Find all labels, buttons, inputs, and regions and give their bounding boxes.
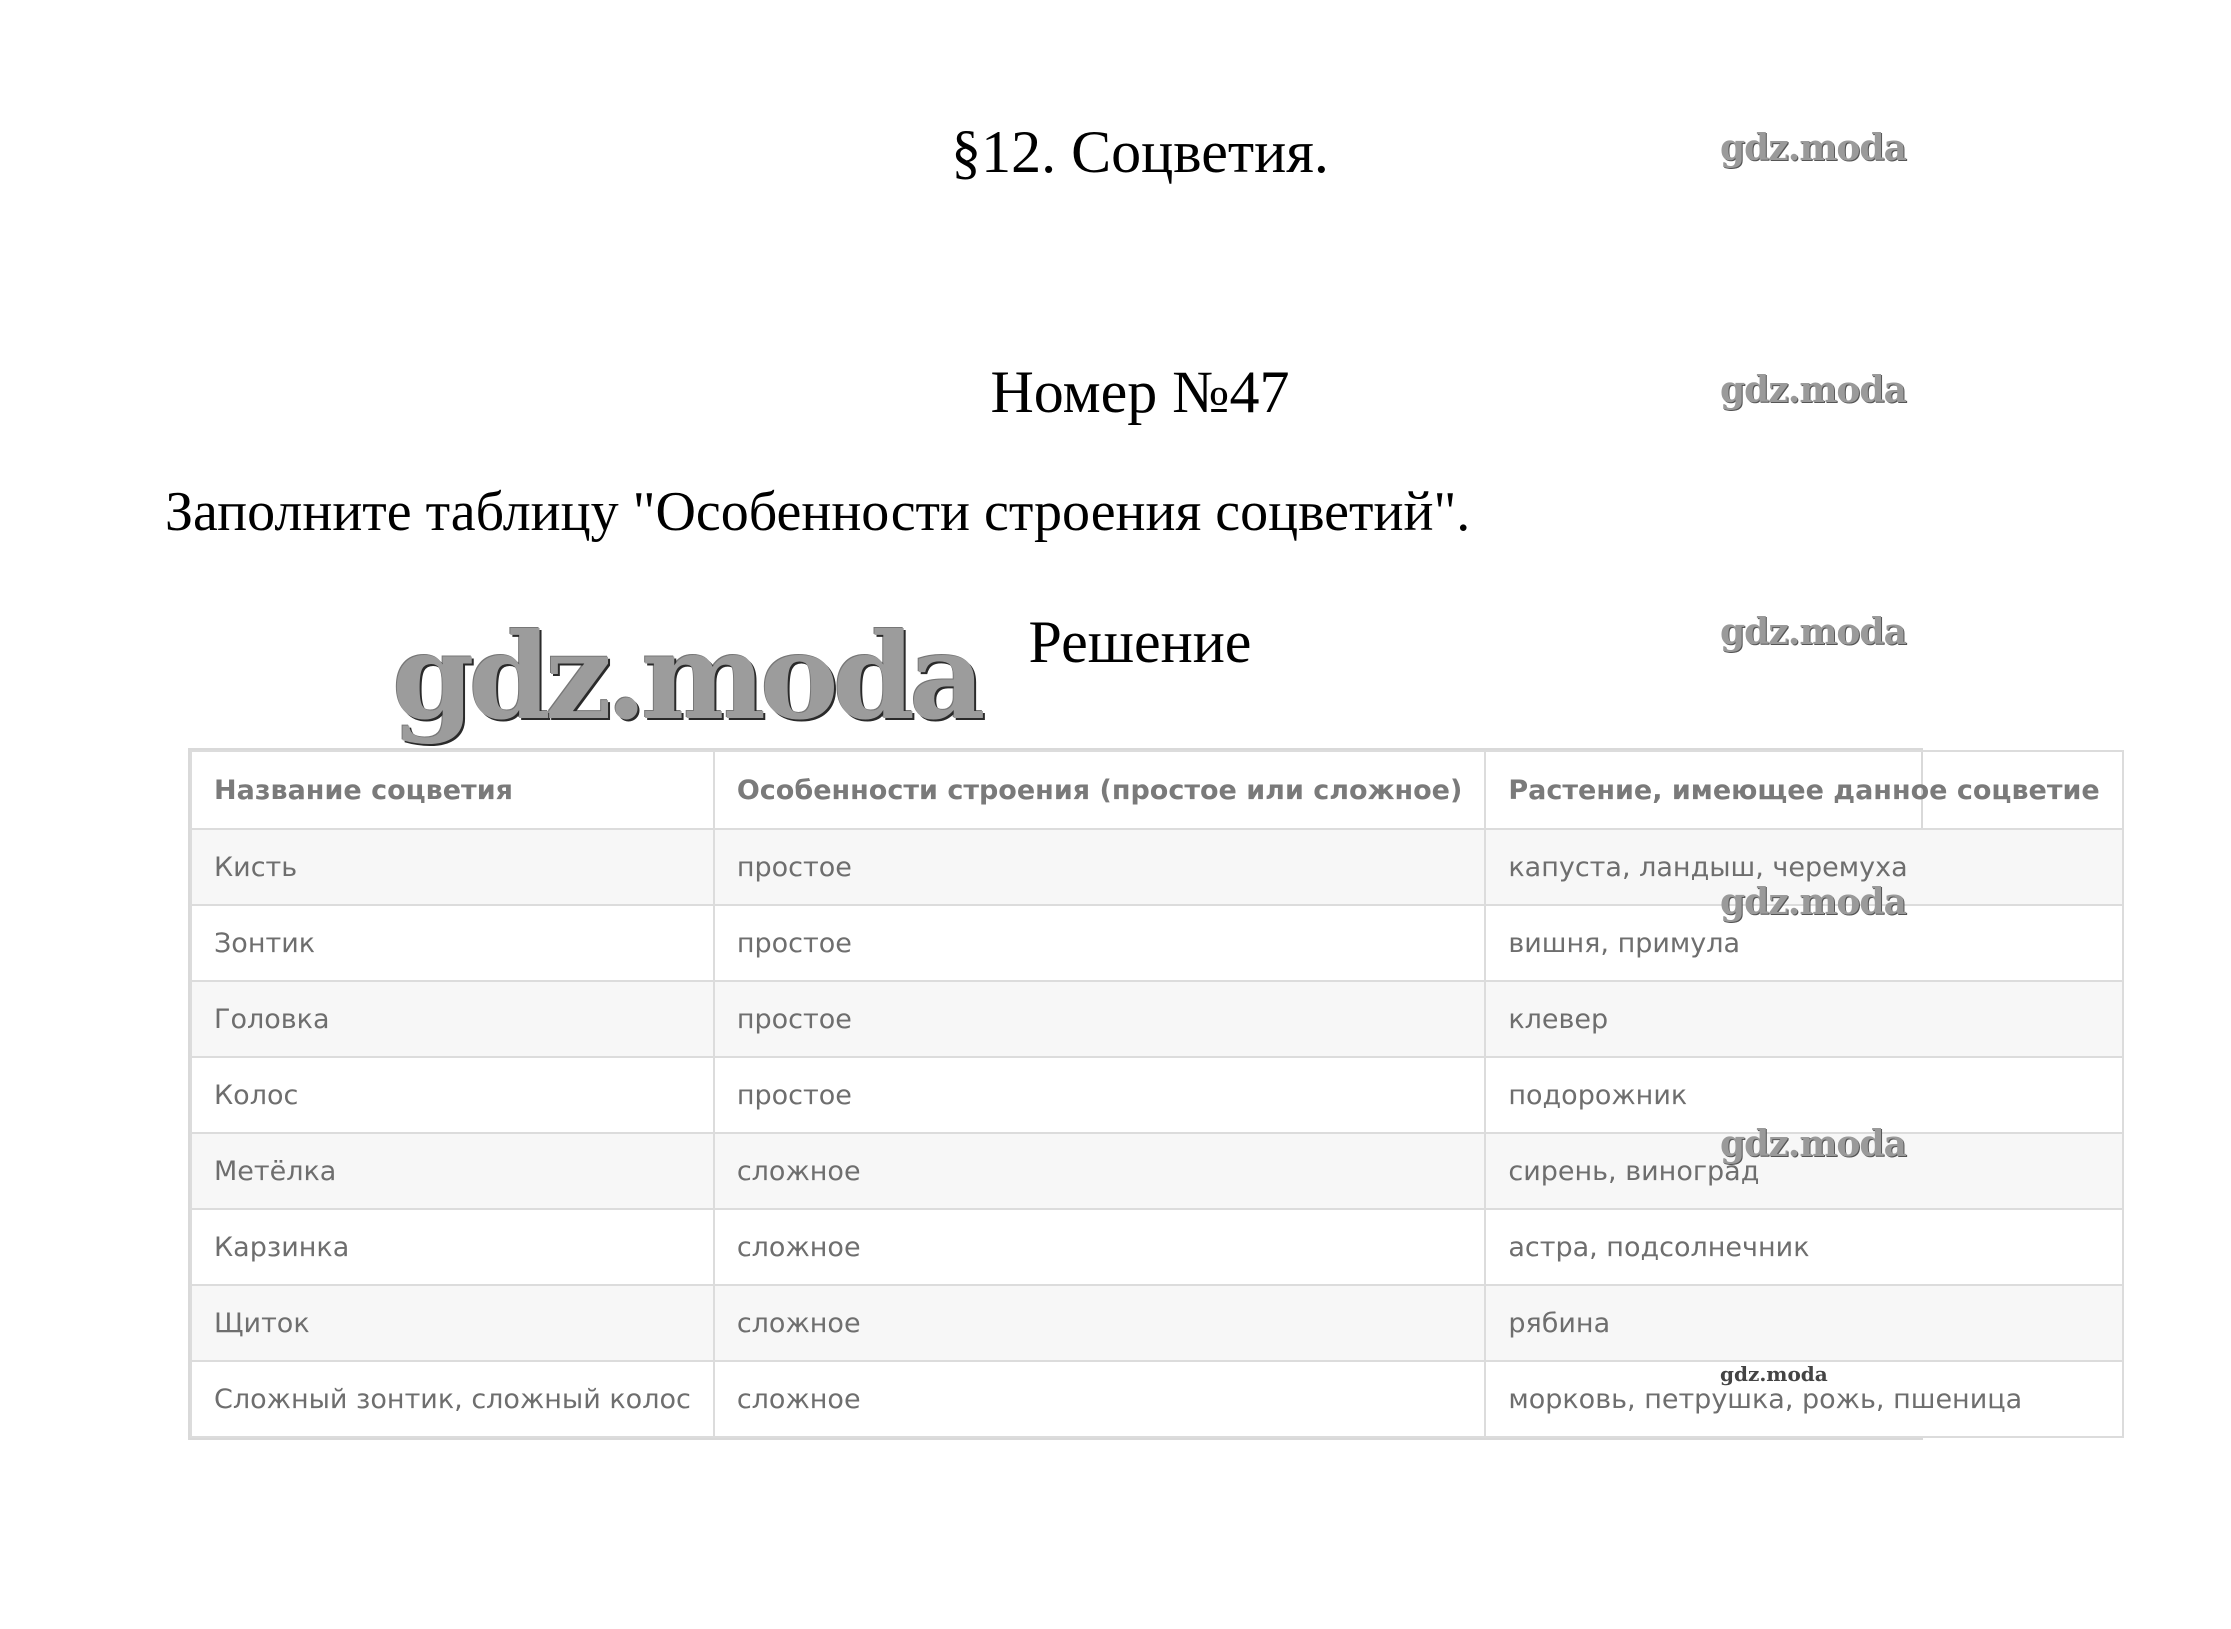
table-row [191,1361,2123,1437]
header-cell: Особенности строения (простое или сложное) [714,751,1486,829]
task-text: Заполните таблицу "Особенности строения соцветий". [165,481,1471,543]
table-cell: морковь, петрушка, рожь, пшеница [1485,1361,2122,1437]
table-cell: Щиток [191,1285,714,1361]
watermark: gdz.moda [1720,611,1906,653]
table-cell: астра, подсолнечник [1485,1209,2122,1285]
table-cell: простое [714,981,1486,1057]
inflorescence-table [188,748,2100,1440]
watermark-small: gdz.moda [1720,1362,1828,1386]
table-cell: сложное [714,1209,1486,1285]
watermark-large: gdz.moda [392,607,980,746]
table-cell: Метёлка [191,1133,714,1209]
table-cell: Карзинка [191,1209,714,1285]
table-cell: Головка [191,981,714,1057]
table-cell: Колос [191,1057,714,1133]
table-row [191,1209,2123,1285]
table-cell: сложное [714,1361,1486,1437]
table-cell: сирень, виноград [1485,1133,2122,1209]
table-cell: подорожник [1485,1057,2122,1133]
table-cell: рябина [1485,1285,2122,1361]
table-cell: клевер [1485,981,2122,1057]
watermark: gdz.moda [1720,881,1906,923]
table-row [191,1285,2123,1361]
watermark: gdz.moda [1720,369,1906,411]
table-cell: вишня, примула [1485,905,2122,981]
table-cell: капуста, ландыш, черемуха [1485,829,2122,905]
table-row [191,1057,2123,1133]
header-cell: Название соцветия [191,751,714,829]
table-cell: сложное [714,1285,1486,1361]
table-cell: Кисть [191,829,714,905]
header-cell: Растение, имеющее данное соцветие [1485,751,2122,829]
problem-number: Номер №47 [990,359,1290,425]
table-cell: простое [714,1057,1486,1133]
solution-label: Решение [1028,609,1252,675]
watermark: gdz.moda [1720,1123,1906,1165]
section-title: §12. Соцветия. [951,119,1329,185]
table-row [191,981,2123,1057]
table-cell: простое [714,829,1486,905]
table-cell: простое [714,905,1486,981]
table-cell: Сложный зонтик, сложный колос [191,1361,714,1437]
table-cell: сложное [714,1133,1486,1209]
table-cell: Зонтик [191,905,714,981]
table-header-row [191,751,2123,829]
watermark: gdz.moda [1720,127,1906,169]
